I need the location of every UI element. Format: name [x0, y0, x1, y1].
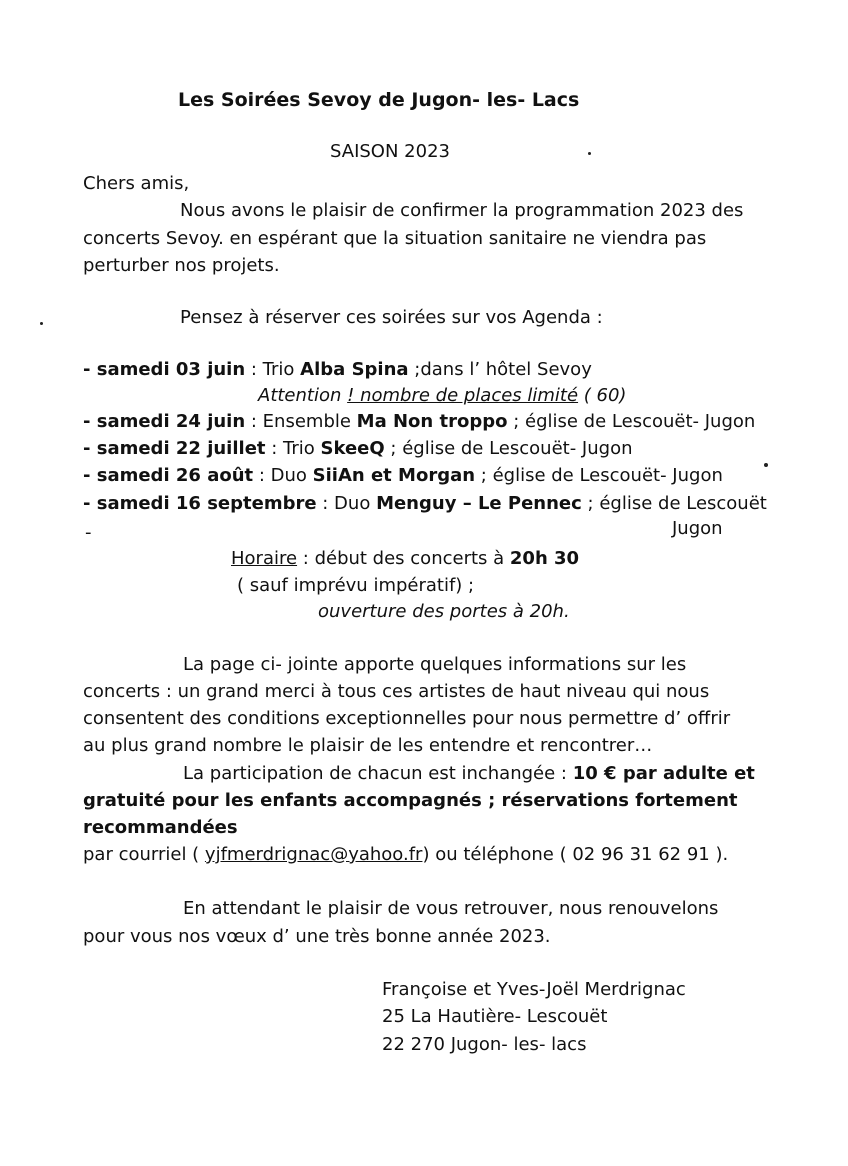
concert-item — [83, 437, 633, 461]
venue-continuation: Jugon — [672, 518, 723, 539]
signature-address-1: 25 La Hautière- Lescouët — [382, 1006, 608, 1027]
intro-line-2: concerts Sevoy. en espérant que la situation sanitaire ne viendra pas — [83, 228, 707, 249]
info-line-2: concerts : un grand merci à tous ces artistes de haut niveau qui nous — [83, 681, 710, 702]
concert-artist: Menguy – Le Pennec — [376, 493, 582, 514]
schedule-label: Horaire — [231, 548, 298, 569]
price-value: 10 € par adulte et — [572, 763, 755, 784]
concert-date: - samedi 24 juin — [83, 411, 246, 432]
concert-venue: ; église de Lescouët — [581, 493, 767, 514]
scan-speck — [40, 322, 43, 325]
schedule-line — [231, 547, 579, 571]
info-line-4: au plus grand nombre le plaisir de les entendre et rencontrer… — [83, 735, 653, 756]
concert-type: : Duo — [316, 493, 377, 514]
page-title: Les Soirées Sevoy de Jugon- les- Lacs — [178, 89, 580, 111]
attention-capacity: ( 60) — [578, 385, 627, 406]
intro-line-1: Nous avons le plaisir de confirmer la programmation 2023 des — [180, 200, 744, 221]
free-children-note: gratuité pour les enfants accompagnés ; réservations fortement — [83, 790, 738, 811]
contact-intro: par courriel ( — [83, 844, 205, 865]
attention-limit: ! nombre de places limité — [347, 385, 579, 406]
concert-artist: Alba Spina — [300, 359, 409, 380]
concert-item — [83, 464, 723, 488]
concert-item — [83, 358, 592, 382]
schedule-time: 20h 30 — [509, 548, 580, 569]
scan-speck — [764, 463, 768, 467]
concert-date: - samedi 22 juillet — [83, 438, 266, 459]
concert-item — [83, 410, 755, 434]
agenda-reminder: Pensez à réserver ces soirées sur vos Agenda : — [180, 307, 603, 328]
concert-venue: ; église de Lescouët- Jugon — [507, 411, 756, 432]
intro-line-3: perturber nos projets. — [83, 255, 280, 276]
greeting: Chers amis, — [83, 173, 190, 194]
concert-type: : Trio — [265, 438, 321, 459]
signature-address-2: 22 270 Jugon- les- lacs — [382, 1034, 587, 1055]
closing-line-2: pour vous nos vœux d’ une très bonne année 2023. — [83, 926, 551, 947]
concert-date: - samedi 16 septembre — [83, 493, 317, 514]
closing-line-1: En attendant le plaisir de vous retrouver, nous renouvelons — [183, 898, 719, 919]
concert-artist: SkeeQ — [320, 438, 385, 459]
stray-dash: - — [85, 522, 92, 543]
recommended-note: recommandées — [83, 817, 238, 838]
attention-note — [258, 384, 626, 408]
season-label: SAISON 2023 — [330, 141, 450, 162]
info-line-1: La page ci- jointe apporte quelques informations sur les — [183, 654, 687, 675]
concert-type: : Duo — [253, 465, 313, 486]
concert-type: : Trio — [245, 359, 301, 380]
concert-venue: ; église de Lescouët- Jugon — [475, 465, 723, 486]
schedule-text: : début des concerts à — [297, 548, 510, 569]
scan-speck — [588, 152, 591, 155]
concert-date: - samedi 26 août — [83, 465, 254, 486]
attention-label: Attention — [258, 385, 348, 406]
concert-artist: SiiAn et Morgan — [312, 465, 476, 486]
concert-type: : Ensemble — [245, 411, 357, 432]
info-line-3: consentent des conditions exceptionnelles pour nous permettre d’ offrir — [83, 708, 731, 729]
concert-artist: Ma Non troppo — [356, 411, 508, 432]
contact-email[interactable]: yjfmerdrignac@yahoo.fr — [204, 844, 423, 865]
price-intro: La participation de chacun est inchangée : — [183, 763, 573, 784]
contact-line — [83, 843, 728, 867]
concert-item — [83, 492, 767, 516]
price-line — [183, 762, 755, 786]
schedule-note: ( sauf imprévu impératif) ; — [237, 575, 475, 596]
signature-name: Françoise et Yves-Joël Merdrignac — [382, 979, 686, 1000]
concert-venue: ;dans l’ hôtel Sevoy — [408, 359, 592, 380]
concert-venue: ; église de Lescouët- Jugon — [384, 438, 633, 459]
contact-phone: ) ou téléphone ( 02 96 31 62 91 ). — [422, 844, 729, 865]
concert-date: - samedi 03 juin — [83, 359, 246, 380]
doors-opening: ouverture des portes à 20h. — [318, 601, 570, 622]
